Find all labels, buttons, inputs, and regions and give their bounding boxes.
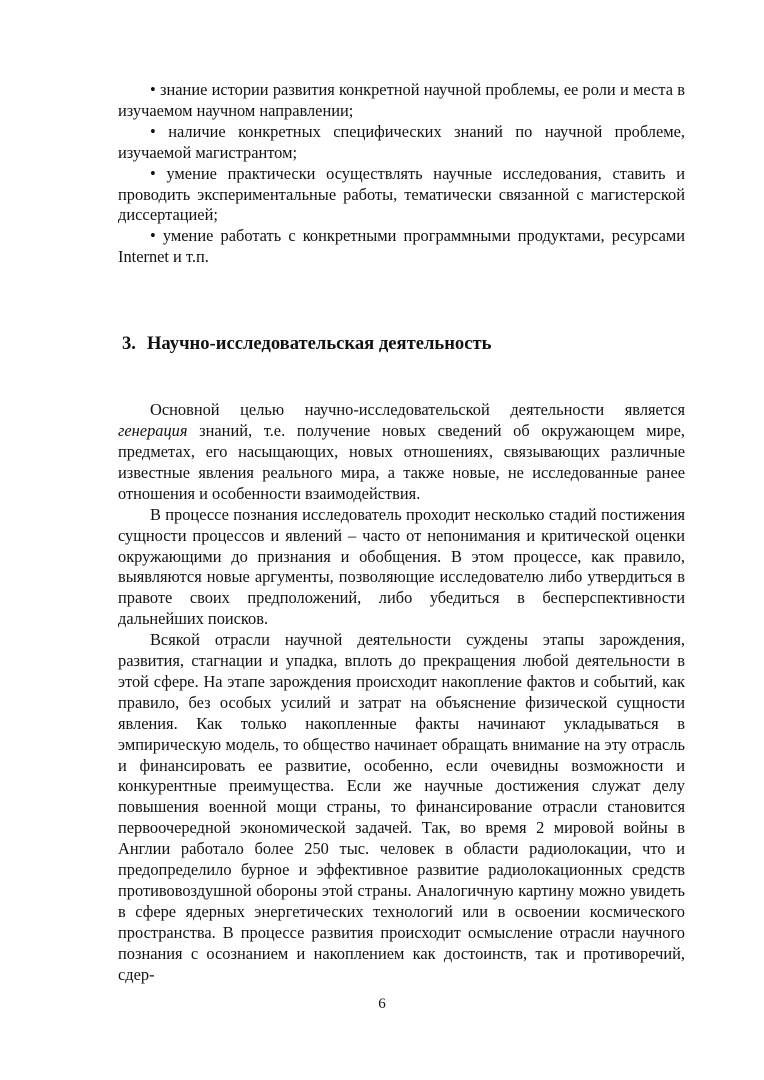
page-content xyxy=(118,80,685,986)
list-item-text: знание истории развития конкретной научной проблемы, ее роли и места в изучаемом научном направлении; xyxy=(118,80,685,120)
page-number: 6 xyxy=(378,996,386,1012)
list-item xyxy=(118,164,685,227)
section-number: 3. xyxy=(122,333,136,355)
list-item xyxy=(118,226,685,268)
paragraph: В процессе познания исследователь проходит несколько стадий постижения сущности процессов и явлений – часто от непонимания и критической оценки окружающими до признания и обобщения. В этом процессе, как правило, выявляются новые аргументы, позволяющие исследователю либо утвердиться в правоте своих предположений, либо убедиться в бесперспективности дальнейших поисков. xyxy=(118,504,685,629)
paragraph-text: знаний, т.е. получение новых сведений об окружающем мире, предметах, его насыщающих, новых отношениях, связывающих различные известные явления реального мира, а также новые, не исследованные ранее отношения и особенности взаимодействия. xyxy=(118,421,685,503)
paragraph xyxy=(118,400,685,505)
paragraph: Всякой отрасли научной деятельности суждены этапы зарождения, развития, стагнации и упадка, вплоть до прекращения любой деятельности в этой сфере. На этапе зарождения происходит накопление фактов и событий, как правило, без особых усилий и затрат на объяснение физической сущности явления. Как только накопленные факты начинают укладываться в эмпирическую модель, то общество начинает обращать внимание на эту отрасль и финансировать ее развитие, особенно, если очевидны возможности и конкурентные преимущества. Если же научные достижения служат делу повышения военной мощи страны, то финансирование отрасли становится первоочередной экономической задачей. Так, во время 2 мировой войны в Англии работало более 250 тыс. человек в области радиолокации, что и предопределило бурное и эффективное развитие радиолокационных средств противовоздушной обороны этой страны. Аналогичную картину можно увидеть в сфере ядерных энергетических технологий или в освоении космического пространства. В процессе развития происходит осмысление отрасли научного познания с осознанием и накоплением как достоинств, так и противоречий, сдер- xyxy=(118,630,685,984)
bullet-icon: • xyxy=(150,121,156,141)
list-item-text: умение работать с конкретными программными продуктами, ресурсами Internet и т.п. xyxy=(118,226,685,267)
paragraph-text: Основной целью научно-исследовательской деятельности является xyxy=(150,400,685,420)
emphasized-term: генерация xyxy=(118,421,188,441)
bullet-icon: • xyxy=(150,80,156,99)
section-title: Научно-исследовательская деятельность xyxy=(146,333,492,355)
bullet-icon: • xyxy=(150,226,156,246)
section-heading xyxy=(118,332,685,356)
bullet-icon: • xyxy=(150,163,156,183)
list-item-text: наличие конкретных специфических знаний по научной проблеме, изучаемой магистрантом; xyxy=(118,121,685,162)
list-item xyxy=(118,122,685,164)
list-item-text: умение практически осуществлять научные исследования, ставить и проводить экспериментальные работы, тематически связанной с магистерской диссертацией; xyxy=(118,163,685,225)
list-item xyxy=(118,80,685,122)
